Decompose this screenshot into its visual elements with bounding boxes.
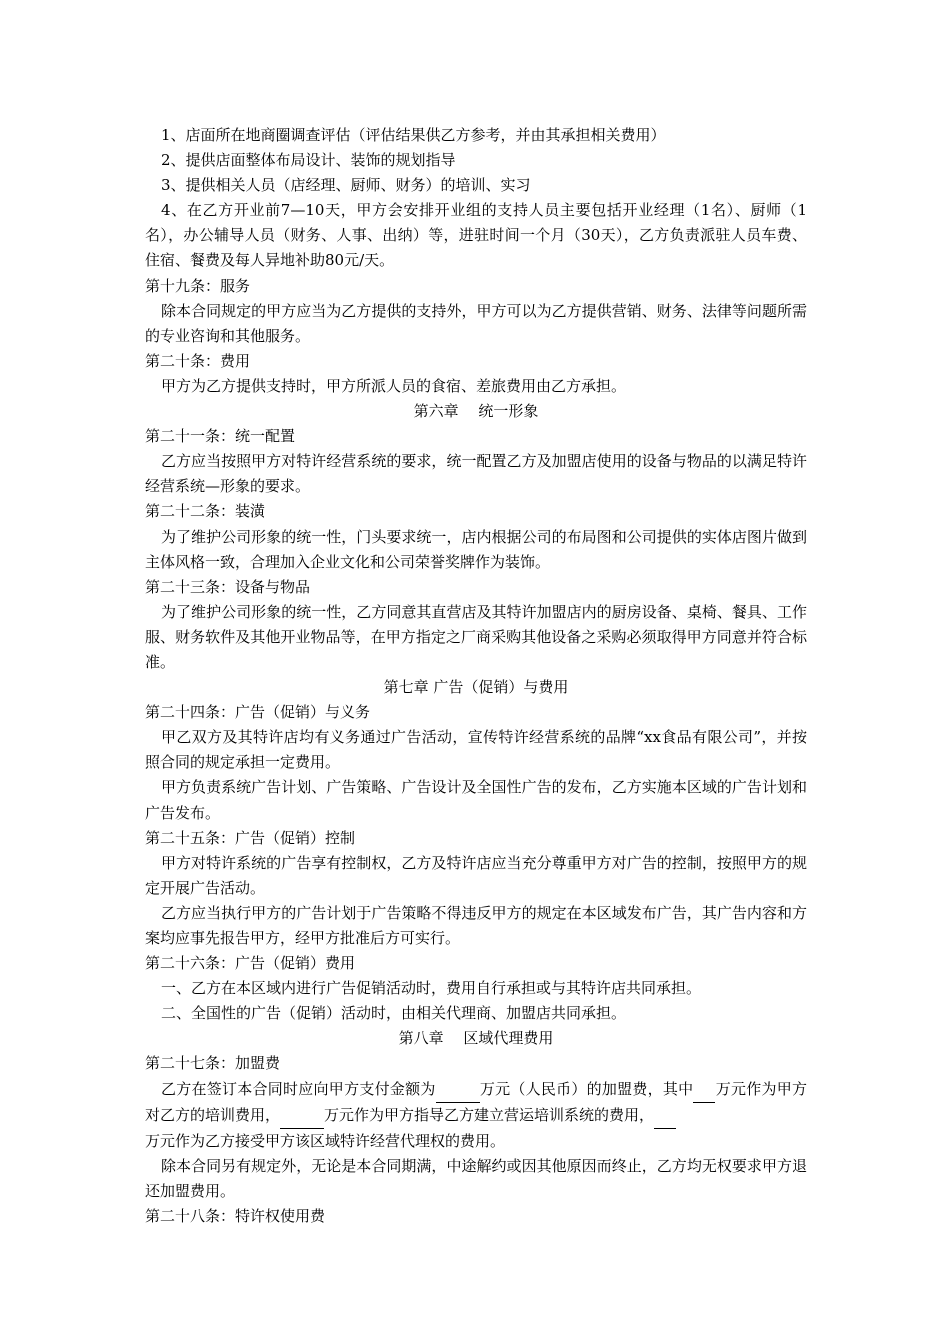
- chapter-6-title: 第六章 统一形象: [413, 402, 539, 421]
- article-27-text-c: 万元作为甲方对乙方的培训费用，: [145, 1079, 807, 1124]
- article-20-body: 甲方为乙方提供支持时，甲方所派人员的食宿、差旅费用由乙方承担。: [161, 376, 627, 395]
- blank-fee-total: [436, 1077, 480, 1103]
- article-27-title: 第二十七条：加盟费: [145, 1054, 281, 1073]
- article-27-text-d: 万元作为甲方指导乙方建立营运培训系统的费用，: [324, 1105, 655, 1124]
- article-25-title: 第二十五条：广告（促销）控制: [145, 828, 356, 847]
- blank-fee-territory: [654, 1103, 676, 1129]
- chapter-7-title: 第七章 广告（促销）与费用: [383, 678, 569, 697]
- list-item-1: 1、店面所在地商圈调查评估（评估结果供乙方参考，并由其承担相关费用）: [161, 126, 666, 144]
- article-24-body-1: 甲乙双方及其特许店均有义务通过广告活动，宣传特许经营系统的品牌“xx食品有限公司”，并按照合同的规定承担一定费用。: [145, 728, 807, 772]
- article-23-body: 为了维护公司形象的统一性，乙方同意其直营店及其特许加盟店内的厨房设备、桌椅、餐具、工作服、财务软件及其他开业物品等，在甲方指定之厂商采购其他设备之采购必须取得甲方同意并符合标准。: [145, 602, 807, 671]
- list-item-3: 3、提供相关人员（店经理、厨师、财务）的培训、实习: [161, 176, 531, 195]
- article-22-title: 第二十二条：装潢: [145, 502, 266, 521]
- article-21-body: 乙方应当按照甲方对特许经营系统的要求，统一配置乙方及加盟店使用的设备与物品的以满足特许经营系统—形象的要求。: [145, 452, 807, 496]
- list-item-4: 4、在乙方开业前7—10天，甲方会安排开业组的支持人员主要包括开业经理（1名）、厨师（1名），办公辅导人员（财务、人事、出纳）等，进驻时间一个月（30天），乙方负责派驻人员车费、住宿、餐费及每人异地补助80元/天。: [145, 201, 807, 270]
- document-body: [145, 123, 807, 1229]
- article-26-item-2: 二、全国性的广告（促销）活动时，由相关代理商、加盟店共同承担。: [161, 1004, 627, 1023]
- article-20-title: 第二十条：费用: [145, 351, 251, 370]
- article-27-text-a: 乙方在签订本合同时应向甲方支付金额为: [161, 1079, 436, 1098]
- article-28-title: 第二十八条：特许权使用费: [145, 1207, 326, 1226]
- chapter-8-title: 第八章 区域代理费用: [398, 1029, 554, 1048]
- blank-fee-training: [693, 1077, 715, 1103]
- article-26-title: 第二十六条：广告（促销）费用: [145, 954, 356, 973]
- article-19-body: 除本合同规定的甲方应当为乙方提供的支持外，甲方可以为乙方提供营销、财务、法律等问题所需的专业咨询和其他服务。: [145, 301, 807, 345]
- article-22-body: 为了维护公司形象的统一性，门头要求统一，店内根据公司的布局图和公司提供的实体店图片做到主体风格一致，合理加入企业文化和公司荣誉奖牌作为装饰。: [145, 527, 807, 571]
- article-19-title: 第十九条：服务: [145, 276, 251, 295]
- article-26-item-1: 一、乙方在本区域内进行广告促销活动时，费用自行承担或与其特许店共同承担。: [161, 979, 702, 998]
- article-27-body-2: 万元作为乙方接受甲方该区域特许经营代理权的费用。: [145, 1131, 506, 1150]
- article-24-body-2: 甲方负责系统广告计划、广告策略、广告设计及全国性广告的发布，乙方实施本区域的广告计划和广告发布。: [145, 778, 807, 822]
- article-27-body-1: [145, 1077, 807, 1129]
- article-27-text-b: 万元（人民币）的加盟费，其中: [479, 1079, 694, 1098]
- blank-fee-system: [280, 1103, 324, 1129]
- list-item-2: 2、提供店面整体布局设计、装饰的规划指导: [161, 151, 456, 170]
- article-21-title: 第二十一条：统一配置: [145, 427, 296, 446]
- article-24-title: 第二十四条：广告（促销）与义务: [145, 703, 371, 722]
- article-23-title: 第二十三条：设备与物品: [145, 577, 311, 596]
- article-25-body-1: 甲方对特许系统的广告享有控制权，乙方及特许店应当充分尊重甲方对广告的控制，按照甲方的规定开展广告活动。: [145, 853, 807, 897]
- article-27-body-3: 除本合同另有规定外，无论是本合同期满，中途解约或因其他原因而终止，乙方均无权要求甲方退还加盟费用。: [145, 1156, 807, 1200]
- article-25-body-2: 乙方应当执行甲方的广告计划于广告策略不得违反甲方的规定在本区域发布广告，其广告内容和方案均应事先报告甲方，经甲方批准后方可实行。: [145, 903, 807, 947]
